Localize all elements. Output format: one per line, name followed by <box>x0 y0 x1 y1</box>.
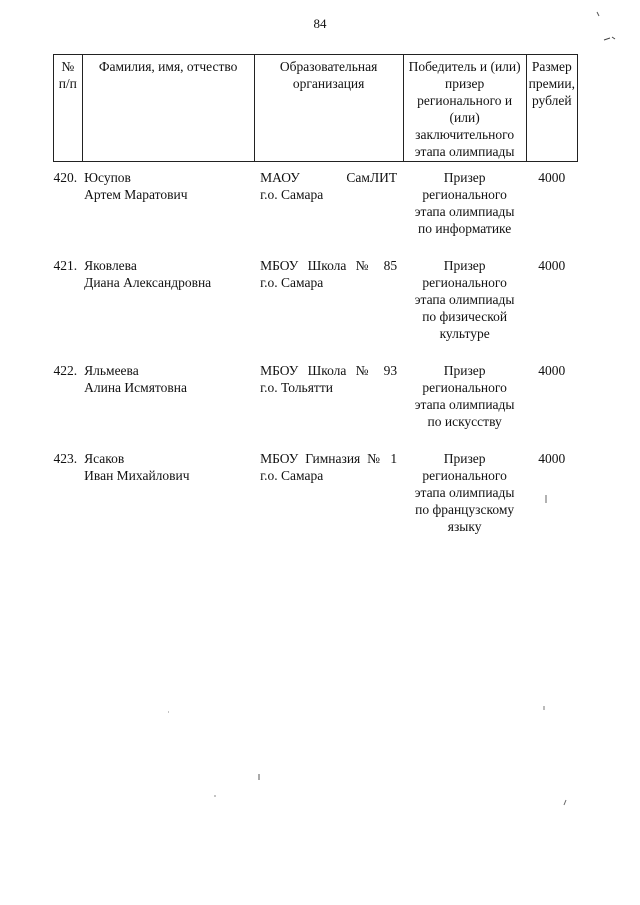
organization-city: г.о. Самара <box>260 275 324 290</box>
winner-line: по французскому <box>415 502 515 517</box>
row-number: 422. <box>53 363 78 378</box>
winner-line: по искусству <box>427 414 502 429</box>
header-name: Фамилия, имя, отчество <box>82 55 254 162</box>
organization-city: г.о. Тольятти <box>260 380 333 395</box>
student-name: Ясаков Иван Михайлович <box>84 451 190 483</box>
award-table <box>53 54 578 550</box>
page-number: 84 <box>313 16 327 31</box>
student-name: Яльмеева Алина Исмятовна <box>84 363 187 395</box>
winner-status <box>403 443 526 550</box>
organization-name: МБОУ Школа № 93 <box>260 363 398 378</box>
winner-status <box>403 355 526 443</box>
student-name: Юсупов Артем Маратович <box>84 170 188 202</box>
table-row <box>54 355 578 443</box>
header-num: № п/п <box>54 55 83 162</box>
organization-name: МАОУ СамЛИТ <box>260 170 398 185</box>
header-winner: Победитель и (или) призер регионального и (или) заключительного этапа олимпиады <box>403 55 526 162</box>
organization-name: МБОУ Школа № 85 <box>260 258 398 273</box>
winner-line: по информатике <box>417 221 512 236</box>
winner-line: языку <box>447 519 482 534</box>
header-prize: Размер премии, рублей <box>526 55 577 162</box>
table-row <box>54 162 578 251</box>
organization-name: МБОУ Гимназия № 1 <box>260 451 398 466</box>
row-number: 420. <box>53 170 78 185</box>
winner-line: этапа олимпиады <box>414 292 515 307</box>
organization-city: г.о. Самара <box>260 468 324 483</box>
row-number: 423. <box>53 451 78 466</box>
winner-line: по физической <box>422 309 508 324</box>
header-organization: Образовательная организация <box>254 55 403 162</box>
organization <box>254 443 403 550</box>
prize-amount: 4000 <box>538 258 566 273</box>
winner-status <box>403 162 526 251</box>
table-row <box>54 250 578 355</box>
winner-status <box>403 250 526 355</box>
winner-line: культуре <box>439 326 490 341</box>
winner-line: регионального <box>422 380 507 395</box>
organization-city: г.о. Самара <box>260 187 324 202</box>
organization <box>254 355 403 443</box>
winner-line: регионального <box>422 275 507 290</box>
student-name: Яковлева Диана Александровна <box>84 258 212 290</box>
winner-line: Призер <box>443 363 486 378</box>
winner-line: этапа олимпиады <box>414 204 515 219</box>
prize-amount: 4000 <box>538 451 566 466</box>
table-row <box>54 443 578 550</box>
winner-line: регионального <box>422 468 507 483</box>
winner-line: этапа олимпиады <box>414 485 515 500</box>
table-header <box>54 55 578 162</box>
winner-line: Призер <box>443 170 486 185</box>
prize-amount: 4000 <box>538 170 566 185</box>
winner-line: этапа олимпиады <box>414 397 515 412</box>
winner-line: Призер <box>443 451 486 466</box>
row-number: 421. <box>53 258 78 273</box>
winner-line: Призер <box>443 258 486 273</box>
organization <box>254 162 403 251</box>
winner-line: регионального <box>422 187 507 202</box>
prize-amount: 4000 <box>538 363 566 378</box>
organization <box>254 250 403 355</box>
